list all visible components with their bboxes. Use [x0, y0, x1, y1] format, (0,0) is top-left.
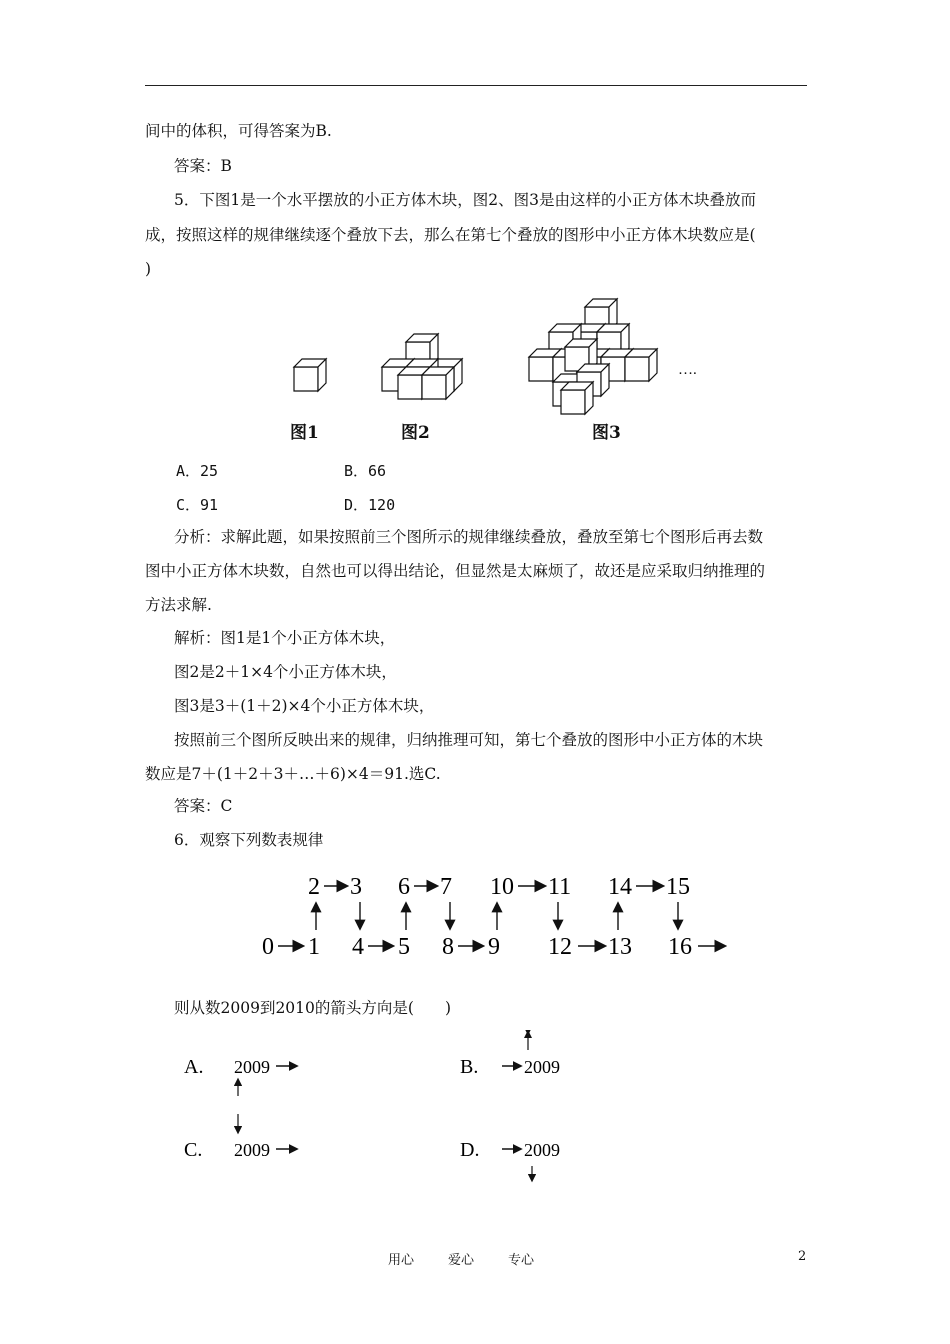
- figure-1-label: 图1: [290, 423, 319, 443]
- figure-3-label: 图3: [592, 423, 621, 443]
- solution-line-4: 按照前三个图所反映出来的规律，归纳推理可知，第七个叠放的图形中小正方体的木块: [174, 731, 764, 749]
- question-6: 6．观察下列数表规律: [174, 831, 324, 849]
- figure-2-cubes: [382, 334, 462, 399]
- footer-text-1: 用心: [388, 1253, 415, 1268]
- footer-text-2: 爱心: [448, 1253, 475, 1268]
- option-b-number: 2009: [524, 1057, 560, 1077]
- num-bottom: 5: [398, 934, 410, 960]
- option-d-number: 2009: [524, 1140, 560, 1160]
- footer-text-3: 专心: [508, 1253, 535, 1268]
- analysis-line-3: 方法求解.: [145, 596, 212, 614]
- figure-1-cube: [294, 359, 326, 391]
- num-top: 6: [398, 874, 410, 900]
- question-5-paren: ): [145, 260, 152, 278]
- solution-line-5: 数应是7＋(1＋2＋3＋…＋6)×4＝91.选C.: [145, 765, 441, 783]
- cube-figures: [280, 292, 720, 422]
- option-d-letter: D.: [460, 1139, 480, 1161]
- question-6-prompt: 则从数2009到2010的箭头方向是( ): [174, 999, 451, 1017]
- num-top: 3: [350, 874, 362, 900]
- answer-c: 答案：C: [174, 797, 233, 815]
- num-bottom: 8: [442, 934, 454, 960]
- solution-line-2: 图2是2＋1×4个小正方体木块，: [174, 663, 397, 681]
- number-table: [250, 862, 750, 972]
- analysis-line-2: 图中小正方体木块数，自然也可以得出结论，但显然是太麻烦了，故还是应采取归纳推理的: [145, 562, 766, 580]
- num-bottom: 9: [488, 934, 500, 960]
- num-bottom: 1: [308, 934, 320, 960]
- num-top: 7: [440, 874, 452, 900]
- num-top: 11: [548, 874, 572, 900]
- option-b: B．66: [344, 462, 387, 480]
- figure-ellipsis: ….: [678, 362, 697, 378]
- page-number: 2: [798, 1249, 807, 1264]
- num-top: 2: [308, 874, 320, 900]
- option-a-number: 2009: [234, 1057, 270, 1077]
- figure-3-cubes: [529, 299, 657, 414]
- option-c: C．91: [176, 496, 219, 514]
- option-b-letter: B.: [460, 1056, 479, 1078]
- num-top: 14: [608, 874, 632, 900]
- option-c-number: 2009: [234, 1140, 270, 1160]
- num-top: 10: [490, 874, 514, 900]
- question-6-options: [180, 1030, 600, 1190]
- analysis-line-1: 分析：求解此题，如果按照前三个图所示的规律继续叠放，叠放至第七个图形后再去数: [174, 528, 764, 546]
- figure-2-label: 图2: [401, 423, 430, 443]
- solution-line-1: 解析：图1是1个小正方体木块，: [174, 629, 396, 647]
- num-bottom: 12: [548, 934, 572, 960]
- header-rule: [145, 85, 807, 86]
- num-bottom: 0: [262, 934, 274, 960]
- solution-line-3: 图3是3＋(1＋2)×4个小正方体木块，: [174, 697, 435, 715]
- option-a-letter: A.: [184, 1056, 204, 1078]
- num-bottom: 4: [352, 934, 364, 960]
- num-bottom: 16: [668, 934, 692, 960]
- num-top: 15: [666, 874, 690, 900]
- answer-line: 答案：B: [174, 157, 232, 175]
- question-5: 5．下图1是一个水平摆放的小正方体木块，图2、图3是由这样的小正方体木块叠放而: [174, 191, 756, 209]
- option-a: A．25: [176, 462, 219, 480]
- option-d: D．120: [344, 496, 396, 514]
- option-c-letter: C.: [184, 1139, 203, 1161]
- num-bottom: 13: [608, 934, 632, 960]
- text-line: 间中的体积，可得答案为B.: [145, 122, 332, 140]
- question-5-cont: 成，按照这样的规律继续逐个叠放下去，那么在第七个叠放的图形中小正方体木块数应是(: [145, 226, 756, 244]
